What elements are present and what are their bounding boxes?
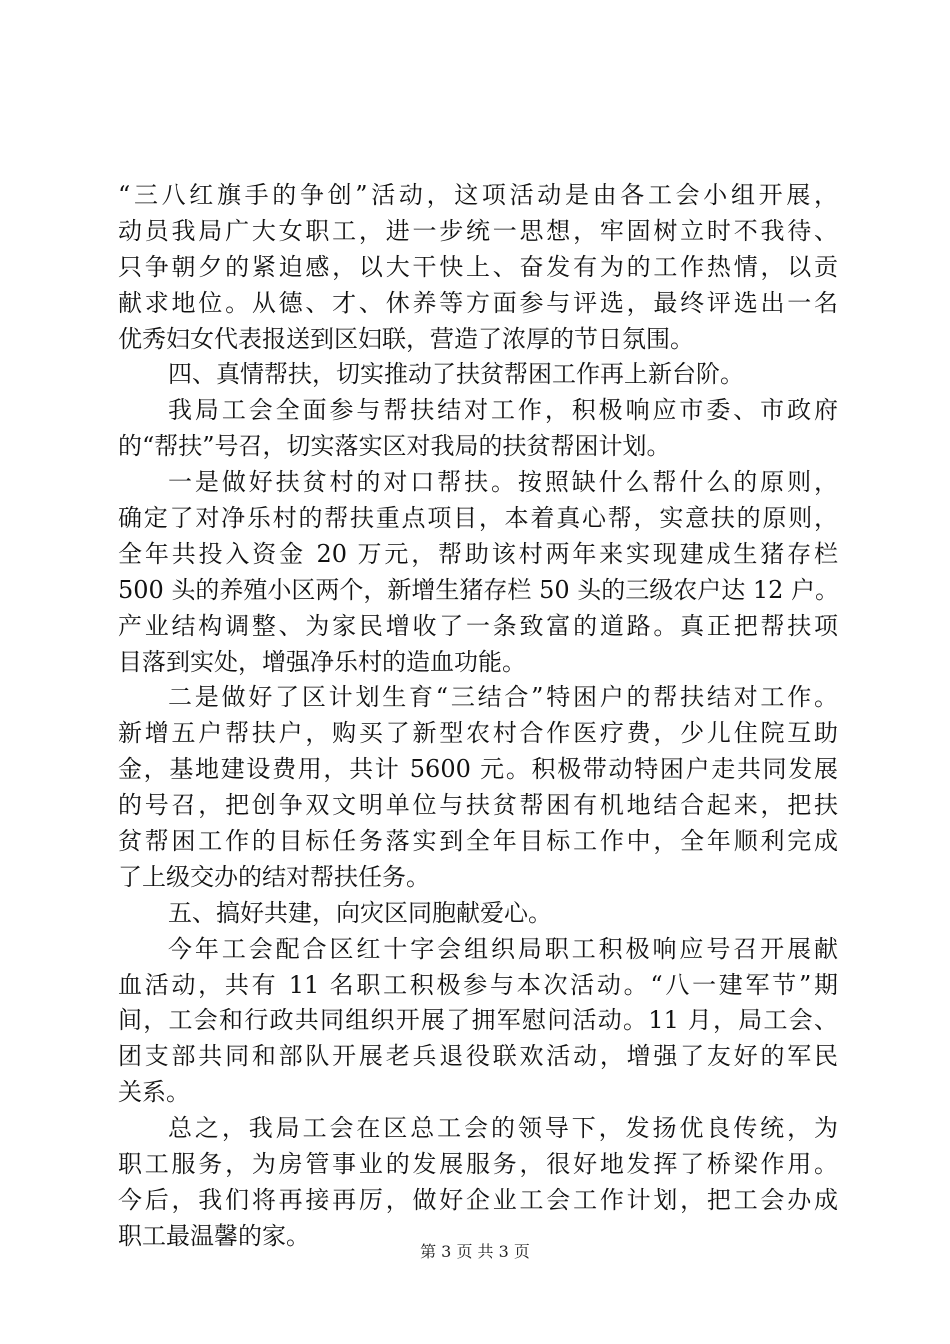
section-heading: 四、真情帮扶，切实推动了扶贫帮困工作再上新台阶。 [168, 360, 744, 389]
body-line: 间，工会和行政共同组织开展了拥军慰问活动。11 月，局工会、 [118, 1006, 838, 1035]
body-line: 总之，我局工会在区总工会的领导下，发扬优良传统，为 [168, 1114, 838, 1143]
page-number-footer: 第 3 页 共 3 页 [420, 1242, 530, 1261]
body-line: “三八红旗手的争创”活动，这项活动是由各工会小组开展， [118, 181, 838, 209]
document-body [118, 178, 838, 1255]
body-line: 职工最温馨的家。 [118, 1221, 310, 1250]
body-line: 贫帮困工作的目标任务落实到全年目标工作中，全年顺利完成 [118, 827, 838, 856]
body-line: 新增五户帮扶户，购买了新型农村合作医疗费，少儿住院互助 [118, 719, 838, 748]
body-line: 今年工会配合区红十字会组织局职工积极响应号召开展献 [168, 934, 838, 963]
body-line: 今后，我们将再接再厉，做好企业工会工作计划，把工会办成 [118, 1185, 838, 1214]
body-line: 职工服务，为房管事业的发展服务，很好地发挥了桥梁作用。 [118, 1150, 838, 1179]
body-line: 团支部共同和部队开展老兵退役联欢活动，增强了友好的军民 [118, 1042, 838, 1071]
body-line: 500 头的养殖小区两个，新增生猪存栏 50 头的三级农户达 12 户。 [118, 575, 840, 604]
body-line: 我局工会全面参与帮扶结对工作，积极响应市委、市政府 [168, 396, 838, 425]
body-line: 全年共投入资金 20 万元，帮助该村两年来实现建成生猪存栏 [118, 539, 838, 568]
body-line: 献求地位。从德、才、休养等方面参与评选，最终评选出一名 [118, 288, 838, 317]
body-line: 二是做好了区计划生育“三结合”特困户的帮扶结对工作。 [168, 683, 838, 712]
body-line: 血活动，共有 11 名职工积极参与本次活动。“八一建军节”期 [118, 970, 838, 999]
body-line: 的号召，把创争双文明单位与扶贫帮困有机地结合起来，把扶 [118, 791, 838, 820]
body-line: 的“帮扶”号召，切实落实区对我局的扶贫帮困计划。 [118, 432, 671, 461]
body-line: 动员我局广大女职工，进一步统一思想，牢固树立时不我待、 [118, 216, 838, 245]
body-line: 关系。 [118, 1078, 190, 1107]
section-heading: 五、搞好共建，向灾区同胞献爱心。 [168, 898, 552, 927]
body-line: 金，基地建设费用，共计 5600 元。积极带动特困户走共同发展 [118, 755, 838, 784]
body-line: 一是做好扶贫村的对口帮扶。按照缺什么帮什么的原则， [168, 468, 838, 497]
body-line: 了上级交办的结对帮扶任务。 [118, 862, 430, 891]
body-line: 优秀妇女代表报送到区妇联，营造了浓厚的节日氛围。 [118, 324, 694, 353]
body-line: 目落到实处，增强净乐村的造血功能。 [118, 647, 526, 676]
body-line: 确定了对净乐村的帮扶重点项目，本着真心帮，实意扶的原则， [118, 504, 838, 533]
body-line: 只争朝夕的紧迫感，以大干快上、奋发有为的工作热情，以贡 [118, 252, 838, 281]
body-line: 产业结构调整、为家民增收了一条致富的道路。真正把帮扶项 [118, 611, 838, 640]
